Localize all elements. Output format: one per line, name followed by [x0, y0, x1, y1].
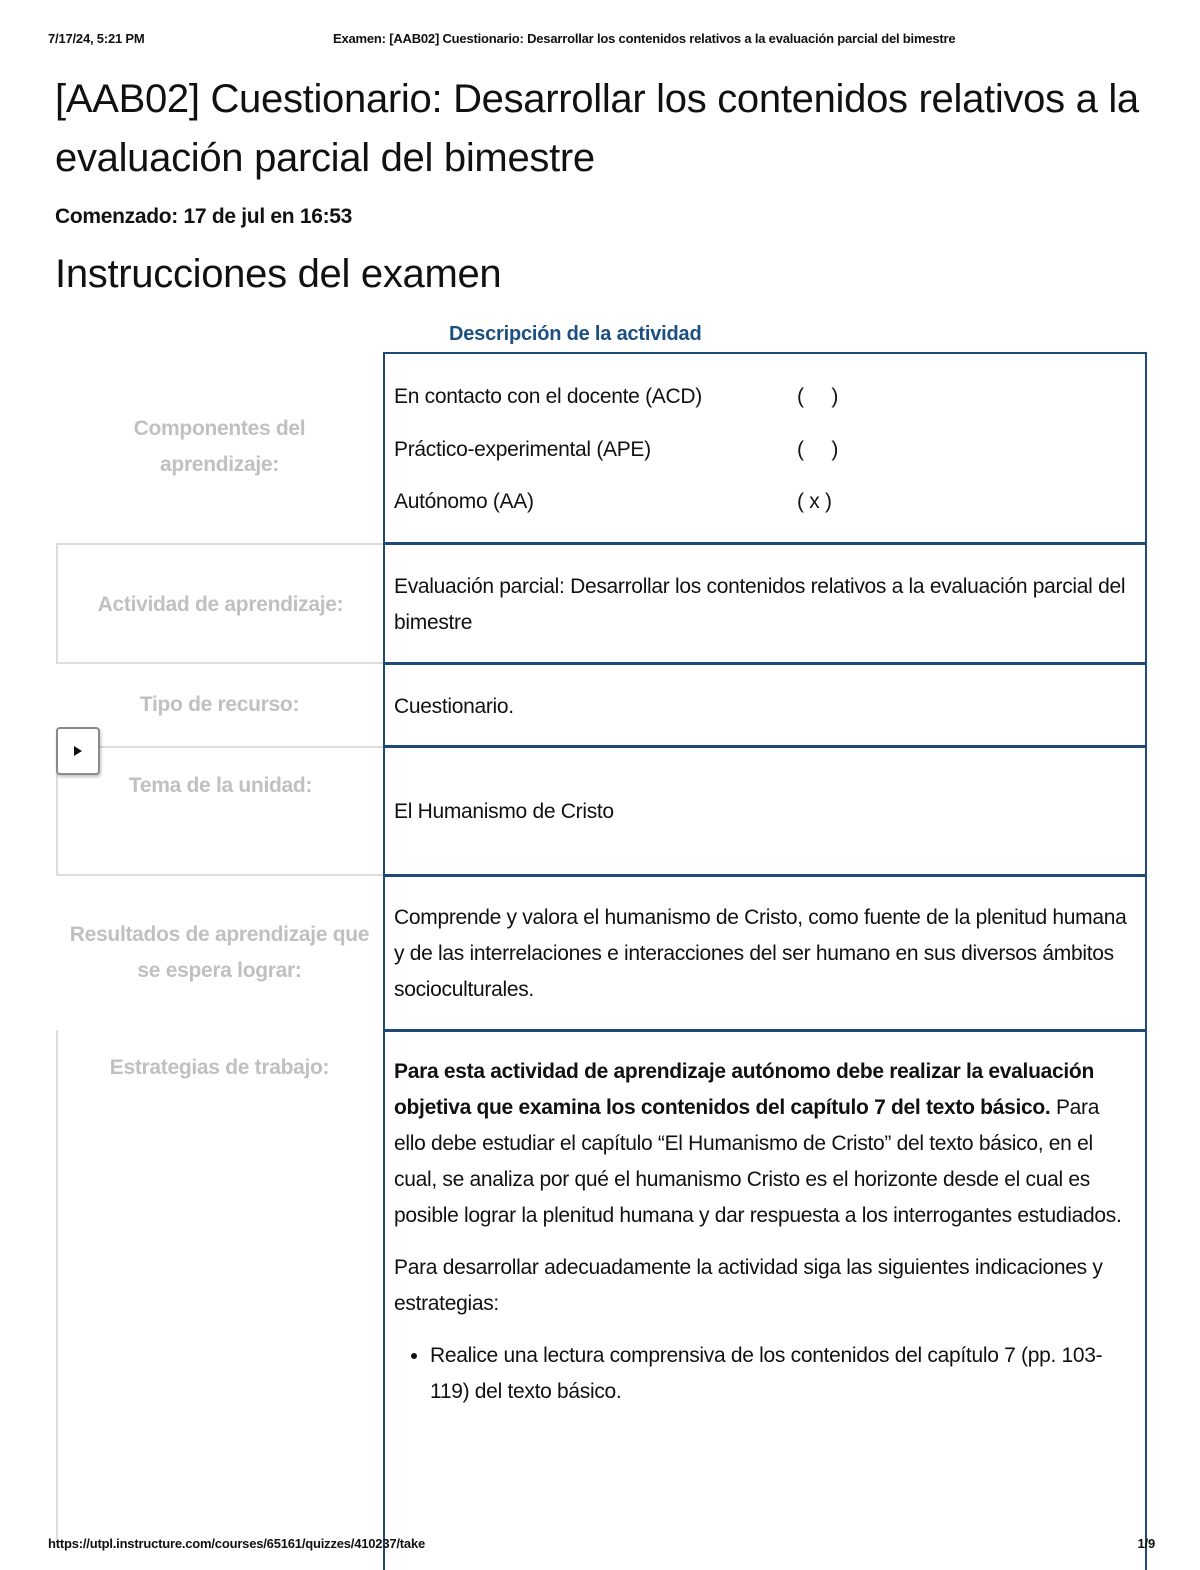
instructions-heading: Instrucciones del examen	[55, 252, 502, 296]
component-row-aa	[394, 484, 894, 520]
unit-topic-label-cell	[56, 746, 383, 876]
activity-caption: Descripción de la actividad	[449, 323, 702, 345]
print-date: 7/17/24, 5:21 PM	[48, 31, 145, 46]
resource-type-label-cell	[56, 663, 383, 747]
print-page-number: 1/9	[1137, 1536, 1155, 1551]
component-mark: ( )	[797, 385, 839, 408]
expected-results-label: Resultados de aprendizaje que se espera lograr:	[69, 923, 370, 982]
component-row-acd	[394, 379, 894, 415]
components-label: Componentes del aprendizaje:	[133, 417, 306, 476]
expected-results-value: Comprende y valora el humanismo de Cristo, como fuente de la plenitud humana y de las interrelaciones e interacciones del ser humano en sus diversos ámbitos socioculturales.	[394, 906, 1127, 1001]
strategies-bold-text: Para esta actividad de aprendizaje autónomo debe realizar la evaluación objetiva que examina los contenidos del capítulo 7 del texto básico.	[394, 1060, 1094, 1119]
play-button[interactable]	[56, 727, 100, 775]
component-mark: ( x )	[797, 490, 832, 513]
resource-type-value-cell	[383, 663, 1147, 747]
strategies-list	[394, 1338, 1131, 1410]
strategies-label-cell	[56, 1030, 383, 1080]
unit-topic-value: El Humanismo de Cristo	[394, 800, 614, 823]
learning-activity-label-cell	[56, 543, 383, 664]
expected-results-value-cell	[383, 875, 1147, 1031]
play-icon	[72, 744, 84, 758]
print-header	[48, 31, 1152, 51]
component-row-ape	[394, 432, 894, 468]
resource-type-value: Cuestionario.	[394, 695, 514, 718]
print-document-title: Examen: [AAB02] Cuestionario: Desarrollar los contenidos relativos a la evaluación parcial del bimestre	[333, 31, 956, 46]
resource-type-label: Tipo de recurso:	[139, 693, 300, 716]
components-label-cell	[56, 352, 383, 544]
quiz-title: [AAB02] Cuestionario: Desarrollar los contenidos relativos a la evaluación parcial del bimestre	[55, 77, 1139, 180]
learning-activity-label: Actividad de aprendizaje:	[97, 593, 344, 616]
unit-topic-value-cell	[383, 746, 1147, 876]
strategies-text: Para ello debe estudiar el capítulo “El Humanismo de Cristo” del texto básico, en el cual, se analiza por qué el humanismo Cristo es el horizonte desde el cual es posible lograr la plenitud humana y dar respuesta a los interrogantes estudiados.	[394, 1096, 1122, 1227]
component-name: En contacto con el docente (ACD)	[394, 385, 702, 408]
learning-activity-value: Evaluación parcial: Desarrollar los contenidos relativos a la evaluación parcial del bimestre	[394, 575, 1126, 634]
expected-results-label-cell	[56, 875, 383, 1031]
strategies-intro: Para desarrollar adecuadamente la actividad siga las siguientes indicaciones y estrategias:	[394, 1256, 1103, 1315]
learning-activity-value-cell	[383, 543, 1147, 664]
component-name: Práctico-experimental (APE)	[394, 438, 651, 461]
quiz-started-time: Comenzado: 17 de jul en 16:53	[55, 205, 353, 228]
strategies-content	[394, 1054, 1131, 1410]
component-mark: ( )	[797, 438, 839, 461]
component-name: Autónomo (AA)	[394, 490, 534, 513]
list-item: • Realice una lectura comprensiva de los contenidos del capítulo 7 (pp. 103-119) del texto básico.	[430, 1338, 1131, 1410]
components-value-cell	[383, 352, 1147, 544]
strategies-left-border	[56, 1030, 58, 1540]
print-footer	[48, 1536, 1155, 1554]
strategies-label: Estrategias de trabajo:	[109, 1056, 330, 1079]
strategies-value-cell	[383, 1030, 1147, 1570]
strategies-paragraph	[394, 1054, 1131, 1234]
unit-topic-label: Tema de la unidad:	[128, 774, 313, 797]
print-url: https://utpl.instructure.com/courses/65161/quizzes/410237/take	[48, 1536, 426, 1551]
